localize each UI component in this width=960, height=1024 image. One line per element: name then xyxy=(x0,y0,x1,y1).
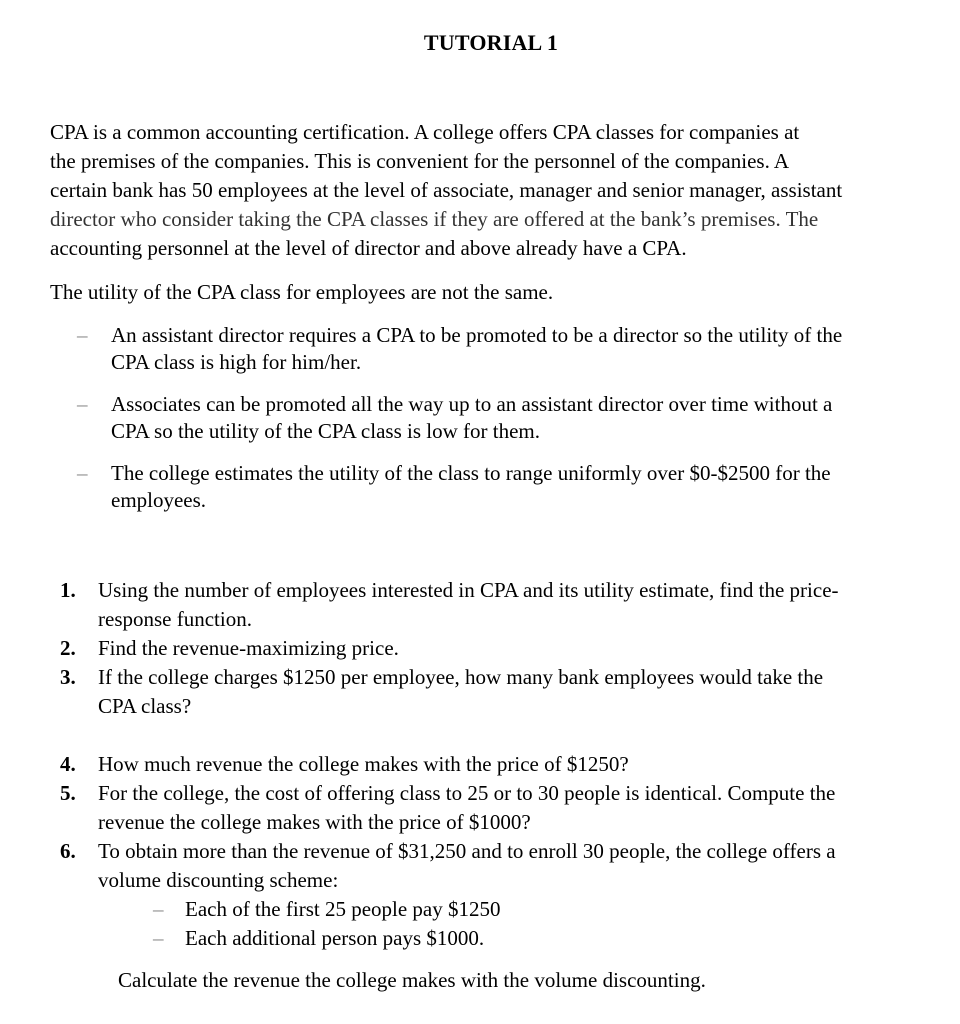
dash-bullet-icon: – xyxy=(153,926,164,950)
intro-line: accounting personnel at the level of director and above already have a CPA. xyxy=(50,236,687,260)
question-number: 1. xyxy=(60,578,76,602)
utility-bullet xyxy=(50,391,940,445)
discount-text: Each of the first 25 people pay $1250 xyxy=(185,897,501,921)
question-number: 2. xyxy=(60,636,76,660)
question-number: 4. xyxy=(60,752,76,776)
question-line: For the college, the cost of offering class to 25 or to 30 people is identical. Compute the xyxy=(98,781,836,805)
intro-line: CPA is a common accounting certification. A college offers CPA classes for companies at xyxy=(50,120,800,144)
page-title: TUTORIAL 1 xyxy=(423,30,559,55)
question-list-part-1 xyxy=(60,576,940,721)
question-item xyxy=(60,750,940,779)
bullet-line: CPA class is high for him/her. xyxy=(111,350,362,374)
bullet-line: An assistant director requires a CPA to be promoted to be a director so the utility of the xyxy=(111,323,843,347)
question-line: How much revenue the college makes with the price of $1250? xyxy=(98,752,629,776)
question-line: To obtain more than the revenue of $31,250 and to enroll 30 people, the college offers a xyxy=(98,839,836,863)
bullet-line: Associates can be promoted all the way up to an assistant director over time without a xyxy=(111,392,833,416)
question-item xyxy=(60,576,940,634)
bullet-line: The college estimates the utility of the class to range uniformly over $0-$2500 for the xyxy=(111,461,831,485)
utility-bullet xyxy=(50,322,940,376)
intro-paragraph xyxy=(50,118,930,263)
question-line: Find the revenue-maximizing price. xyxy=(98,636,399,660)
intro-line: director who consider taking the CPA classes if they are offered at the bank’s premises. The xyxy=(50,207,819,231)
bullet-line: employees. xyxy=(111,488,207,512)
question-line: If the college charges $1250 per employee, how many bank employees would take the xyxy=(98,665,824,689)
utility-bullet-list xyxy=(50,322,940,529)
discount-scheme-container xyxy=(60,895,940,953)
bullet-line: CPA so the utility of the CPA class is low for them. xyxy=(111,419,540,443)
question-list-part-2 xyxy=(60,750,940,953)
question-line: volume discounting scheme: xyxy=(98,868,339,892)
closing-instruction: Calculate the revenue the college makes with the volume discounting. xyxy=(118,968,706,992)
utility-heading: The utility of the CPA class for employees are not the same. xyxy=(50,280,554,304)
intro-line: the premises of the companies. This is convenient for the personnel of the companies. A xyxy=(50,149,790,173)
dash-bullet-icon: – xyxy=(153,897,164,921)
dash-bullet-icon: – xyxy=(77,323,88,347)
dash-bullet-icon: – xyxy=(77,392,88,416)
question-item xyxy=(60,663,940,721)
dash-bullet-icon: – xyxy=(77,461,88,485)
question-line: Using the number of employees interested in CPA and its utility estimate, find the price- xyxy=(98,578,839,602)
question-line: revenue the college makes with the price of $1000? xyxy=(98,810,531,834)
question-line: response function. xyxy=(98,607,252,631)
discount-bullet xyxy=(60,895,940,924)
discount-bullet-list xyxy=(60,895,940,953)
question-line: CPA class? xyxy=(98,694,192,718)
question-number: 5. xyxy=(60,781,76,805)
intro-line: certain bank has 50 employees at the level of associate, manager and senior manager, assistant xyxy=(50,178,843,202)
question-item xyxy=(60,779,940,837)
utility-bullet xyxy=(50,460,940,514)
question-item xyxy=(60,634,940,663)
question-number: 6. xyxy=(60,839,76,863)
question-number: 3. xyxy=(60,665,76,689)
question-item xyxy=(60,837,940,895)
discount-text: Each additional person pays $1000. xyxy=(185,926,485,950)
discount-bullet xyxy=(60,924,940,953)
